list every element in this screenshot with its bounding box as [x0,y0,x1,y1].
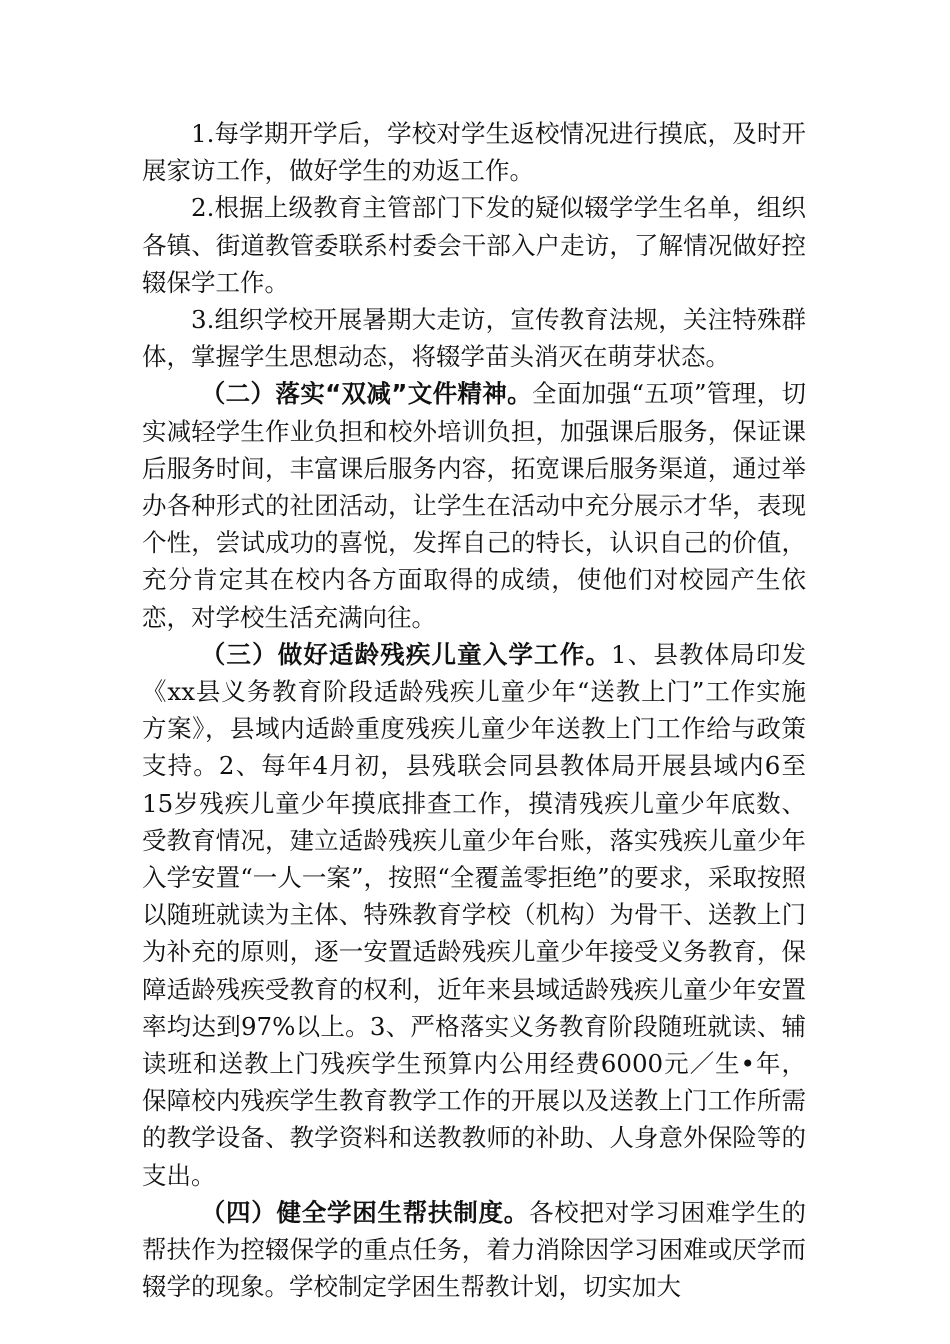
paragraph-text: 2.根据上级教育主管部门下发的疑似辍学学生名单，组织各镇、街道教管委联系村委会干部入户走访，了解情况做好控辍保学工作。 [142,193,806,297]
section-paragraph-3 [142,636,806,1194]
paragraph-text: 3.组织学校开展暑期大走访，宣传教育法规，关注特殊群体，掌握学生思想动态，将辍学苗头消灭在萌芽状态。 [142,305,806,372]
section-heading: （四）健全学困生帮扶制度。 [200,1197,530,1227]
paragraph-text: 1、县教体局印发《xx县义务教育阶段适龄残疾儿童少年“送教上门”工作实施方案》，县域内适龄重度残疾儿童少年送教上门工作给与政策支持。2、每年4月初，县残联会同县教体局开展县域内6至15岁残疾儿童少年摸底排查工作，摸清残疾儿童少年底数、受教育情况，建立适龄残疾儿童少年台账，落实残疾儿童少年入学安置“一人一案”，按照“全覆盖零拒绝”的要求，采取按照以随班就读为主体、特殊教育学校（机构）为骨干、送教上门为补充的原则，逐一安置适龄残疾儿童少年接受义务教育，保障适龄残疾受教育的权利，近年来县域适龄残疾儿童少年安置率均达到97%以上。3、严格落实义务教育阶段随班就读、辅读班和送教上门残疾学生预算内公用经费6000元／生•年，保障校内残疾学生教育教学工作的开展以及送教上门工作所需的教学设备、教学资料和送教教师的补助、人身意外保险等的支出。 [142,639,807,1190]
paragraph-item-2 [142,189,806,301]
section-heading: （二）落实“双减”文件精神。 [200,379,533,409]
paragraph-item-3 [142,301,806,375]
paragraph-text: 各校把对学习困难学生的帮扶作为控辍保学的重点任务，着力消除因学习困难或厌学而辍学的现象。学校制定学困生帮教计划，切实加大 [142,1197,807,1302]
paragraph-text: 全面加强“五项”管理，切实减轻学生作业负担和校外培训负担，加强课后服务，保证课后服务时间，丰富课后服务内容，拓宽课后服务渠道，通过举办各种形式的社团活动，让学生在活动中充分展示才华，表现个性，尝试成功的喜悦，发挥自己的特长，认识自己的价值，充分肯定其在校内各方面取得的成绩，使他们对校园产生依恋，对学校生活充满向往。 [142,379,806,632]
paragraph-item-1 [142,115,806,189]
section-heading: （三）做好适龄残疾儿童入学工作。 [200,639,611,669]
section-paragraph-4 [142,1194,806,1306]
document-body [142,115,806,1306]
paragraph-text: 1.每学期开学后，学校对学生返校情况进行摸底，及时开展家访工作，做好学生的劝返工作。 [142,119,806,186]
section-paragraph-2 [142,375,806,635]
